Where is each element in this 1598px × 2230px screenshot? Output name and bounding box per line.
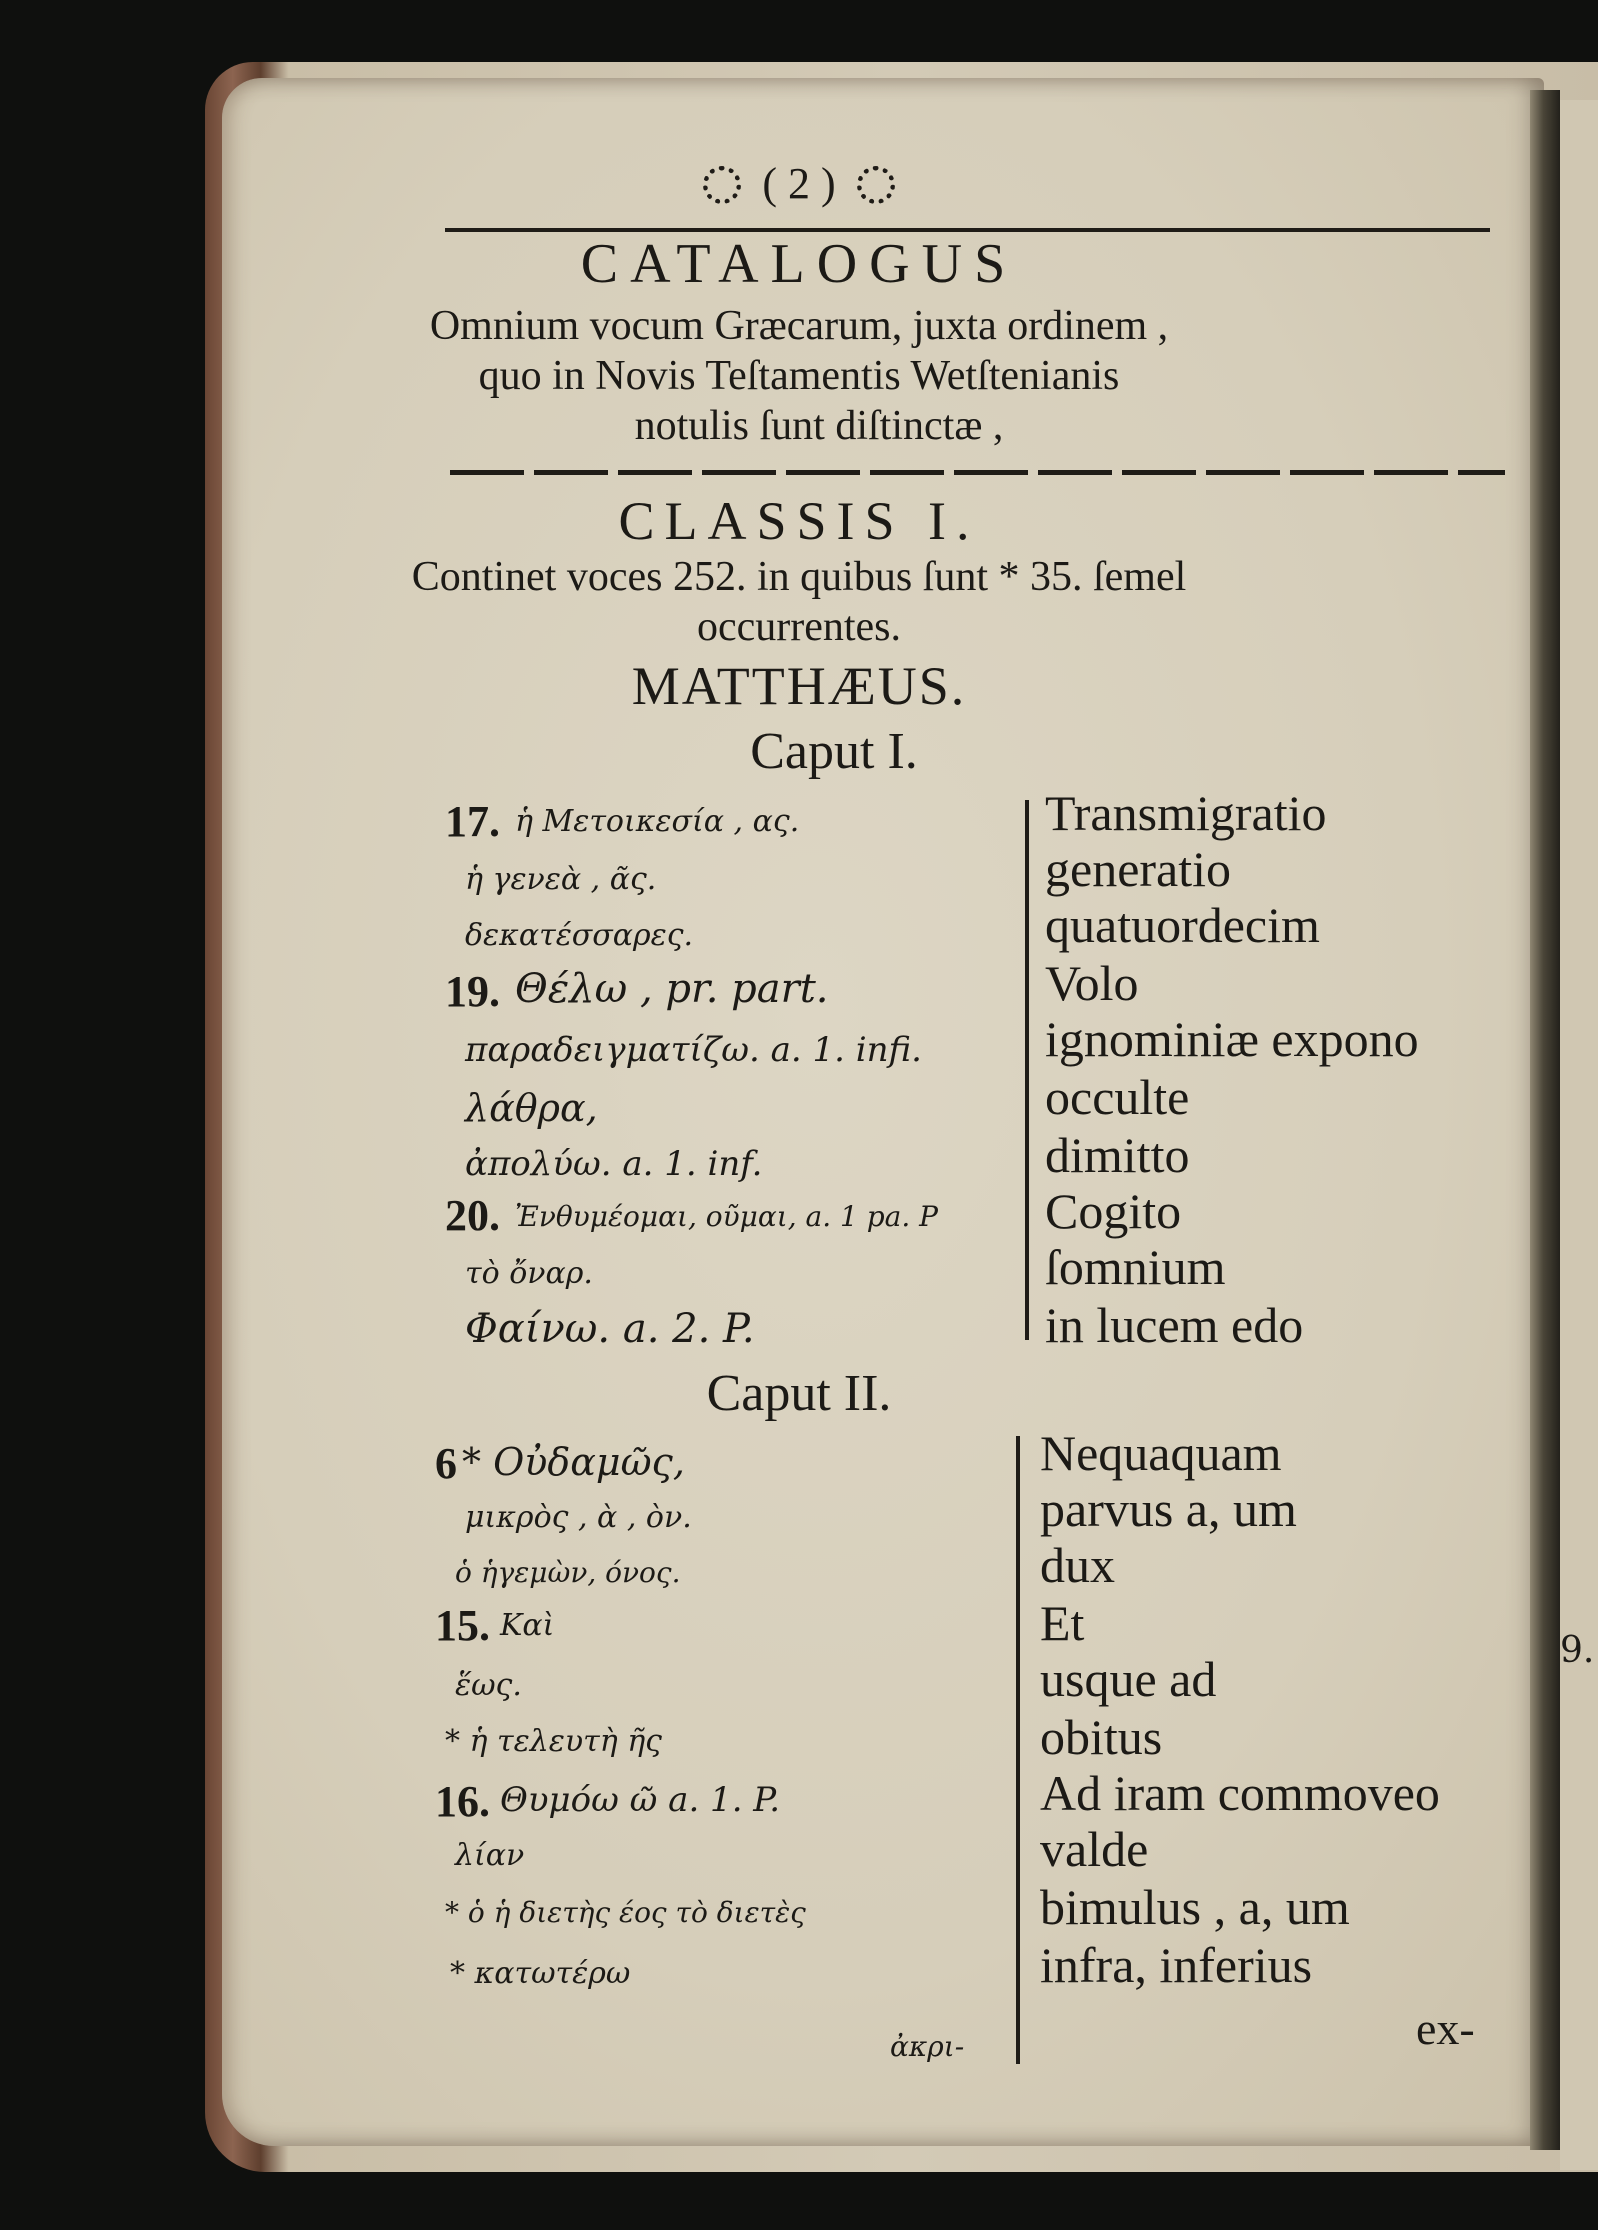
latin-gloss: obitus	[1040, 1709, 1163, 1765]
classis-title: CLASSIS I.	[618, 491, 980, 551]
greek-word: λίαν	[455, 1838, 525, 1873]
latin-gloss: bimulus , a, um	[1040, 1879, 1350, 1935]
verse-number: 15.	[435, 1601, 490, 1650]
greek-word: ἡ γενεὰ , ᾶς.	[465, 862, 657, 897]
classis-line-1: Continet voces 252. in quibus ſunt * 35. ſemel	[411, 554, 1187, 600]
greek-word: τὸ ὄναρ.	[465, 1256, 593, 1291]
greek-word: ἕως.	[455, 1668, 522, 1703]
column-divider	[1016, 1436, 1020, 2064]
book-title: MATTHÆUS.	[631, 656, 967, 716]
greek-word: Ἐνθυμέομαι, οῦμαι, a. 1 pa. P	[515, 1200, 938, 1233]
latin-gloss: Ad iram commoveo	[1040, 1765, 1440, 1821]
latin-gloss: ſomnium	[1045, 1239, 1226, 1295]
greek-word: ἡ Μετοικεσία , ας.	[515, 804, 800, 839]
latin-gloss: occulte	[1045, 1069, 1190, 1125]
greek-word: Θυμόω ῶ a. 1. P.	[500, 1780, 781, 1820]
greek-word: ἀπολύω. a. 1. inf.	[465, 1144, 763, 1184]
latin-gloss: Transmigratio	[1045, 785, 1327, 841]
latin-gloss: generatio	[1045, 841, 1232, 897]
greek-word: Φαίνω. a. 2. P.	[465, 1306, 755, 1352]
greek-word: * ὁ ἡ διετὴς έος τὸ διετὲς	[445, 1896, 806, 1929]
subtitle-line-1: Omnium vocum Græcarum, juxta ordinem ,	[429, 303, 1169, 349]
greek-word: λάθρα,	[465, 1086, 598, 1130]
latin-catchword: ex-	[1416, 2003, 1475, 2054]
latin-gloss: dimitto	[1045, 1127, 1190, 1183]
greek-word: * ἡ τελευτὴ ῆς	[445, 1724, 662, 1759]
latin-gloss: Volo	[1045, 955, 1139, 1011]
verse-number: 19.	[445, 967, 500, 1016]
latin-gloss: usque ad	[1040, 1651, 1217, 1707]
flower-ornament-icon	[703, 166, 741, 204]
greek-word: * κατωτέρω	[450, 1956, 631, 1991]
flower-ornament-icon	[857, 166, 895, 204]
verse-number: 16.	[435, 1777, 490, 1826]
latin-gloss: parvus a, um	[1040, 1481, 1297, 1537]
greek-word: ὁ ἡγεμὼν, όνος.	[455, 1556, 681, 1589]
verse-number: 20.	[445, 1191, 500, 1240]
page-number-line	[0, 158, 1598, 209]
greek-word: παραδειγματίζω. a. 1. infi.	[465, 1030, 922, 1070]
latin-gloss: ignominiæ expono	[1045, 1011, 1419, 1067]
catalogus-title: CATALOGUS	[580, 233, 1018, 295]
latin-gloss: Nequaquam	[1040, 1425, 1282, 1481]
subtitle-line-3: notulis ſunt diſtinctæ ,	[634, 403, 1004, 449]
subtitle-line-2: quo in Novis Teſtamentis Wetſtenianis	[478, 353, 1120, 399]
chapter-heading-2: Caput II.	[706, 1365, 892, 1422]
latin-gloss: Et	[1040, 1595, 1085, 1651]
latin-gloss: dux	[1040, 1537, 1115, 1593]
greek-catchword: ἀκρι-	[890, 2030, 965, 2063]
greek-word: Καὶ	[500, 1608, 555, 1643]
latin-gloss: in lucem edo	[1045, 1297, 1304, 1353]
page-number: ( 2 )	[762, 159, 836, 208]
latin-gloss: valde	[1040, 1821, 1149, 1877]
latin-gloss: infra, inferius	[1040, 1937, 1313, 1993]
dashed-divider	[450, 470, 1505, 475]
latin-gloss: Cogito	[1045, 1183, 1182, 1239]
greek-word: Θέλω , pr. part.	[515, 966, 829, 1012]
greek-word: * Οὐδαμῶς,	[462, 1440, 685, 1484]
adjacent-page-fragment: 9.	[1560, 1630, 1595, 1671]
verse-number: 6	[435, 1439, 457, 1488]
latin-gloss: quatuordecim	[1045, 897, 1320, 953]
greek-word: δεκατέσσαρες.	[465, 918, 694, 953]
greek-word: μικρὸς , ὰ , ὸν.	[465, 1500, 692, 1535]
verse-number: 17.	[445, 797, 500, 846]
classis-line-2: occurrentes.	[696, 604, 902, 650]
column-divider	[1025, 800, 1029, 1340]
chapter-heading-1: Caput I.	[750, 723, 918, 780]
